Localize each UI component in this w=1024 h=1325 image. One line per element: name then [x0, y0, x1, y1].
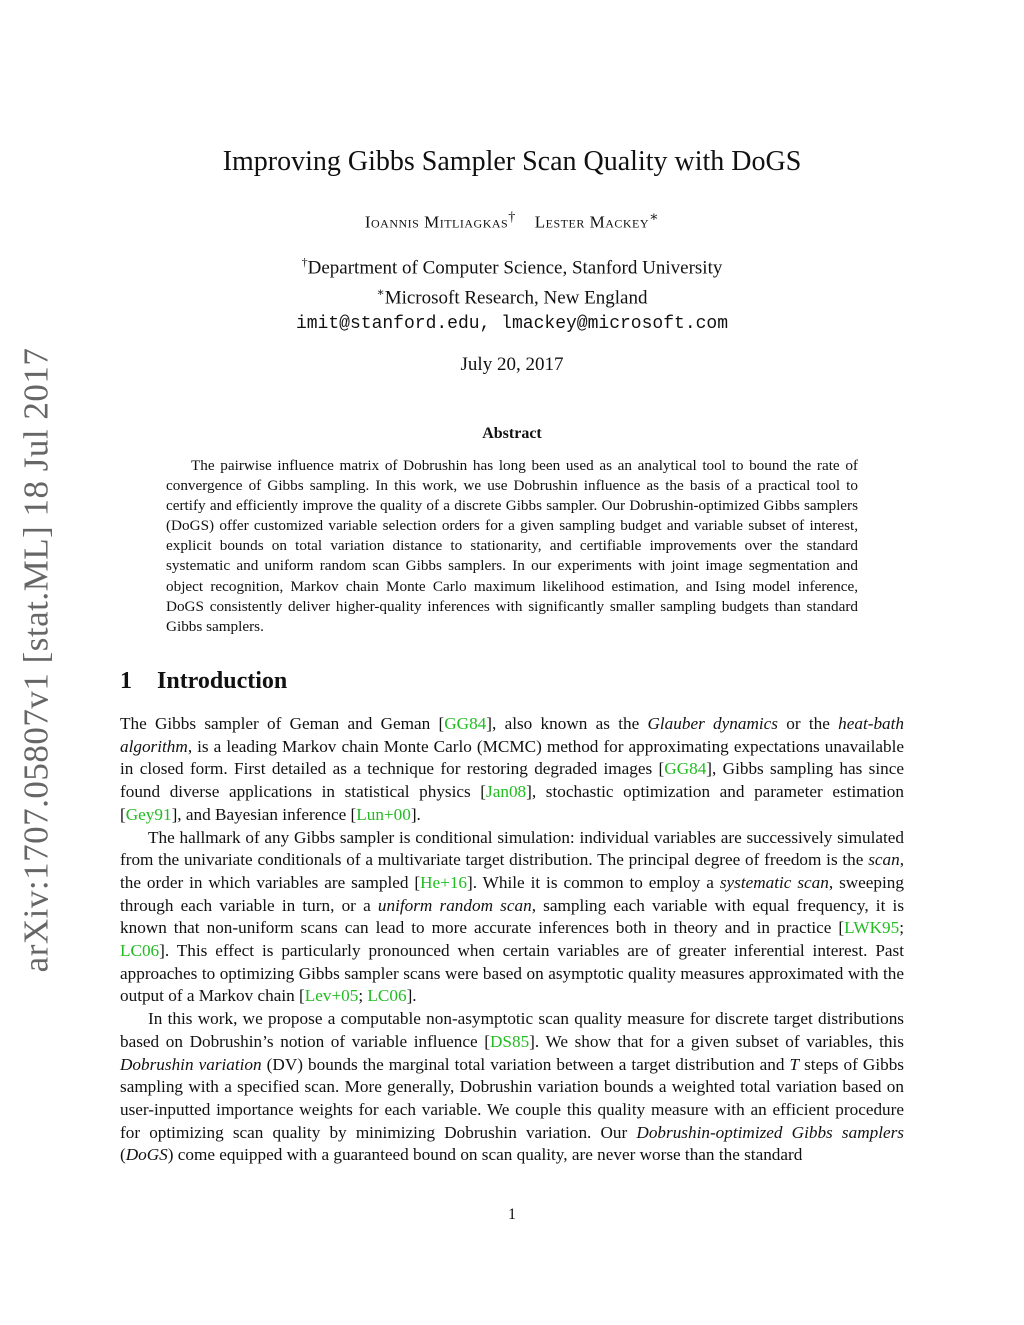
- abstract-heading: Abstract: [482, 425, 542, 442]
- emphasis-text: heat-bath algorithm: [120, 714, 904, 756]
- citation-link[interactable]: LWK95: [844, 918, 900, 938]
- affiliations: [0, 250, 1024, 311]
- affiliation-mark: ∗: [376, 285, 385, 300]
- citation-link[interactable]: LC06: [367, 986, 407, 1006]
- arxiv-stamp: [14, 347, 58, 973]
- paragraph-text: In this work, we propose a computable non-asymptotic scan quality measure for discrete target distributions based on Dobrushin’s notion of variable influence [: [120, 1009, 904, 1051]
- body-paragraph: [120, 713, 904, 827]
- body-paragraph: [120, 827, 904, 1009]
- author-name: Ioannis Mitliagkas: [364, 212, 509, 232]
- citation-link[interactable]: LC06: [120, 941, 160, 961]
- emphasis-text: T: [789, 1054, 800, 1074]
- emphasis-text: Glauber dynamics: [647, 714, 778, 733]
- paragraph-text: ].: [410, 804, 421, 824]
- paragraph-text: The Gibbs sampler of Geman and Geman [: [120, 714, 445, 733]
- emphasis-text: Dobrushin-optimized Gibbs samplers: [636, 1122, 904, 1142]
- author-mark: †: [508, 209, 516, 225]
- citation-link[interactable]: Lun+00: [356, 804, 411, 824]
- page-number: 1: [508, 1206, 516, 1223]
- citation-link[interactable]: DS85: [490, 1031, 530, 1051]
- abstract-text: The pairwise influence matrix of Dobrushin has long been used as an analytical tool to bound the rate of convergence of Gibbs sampling. In this work, we use Dobrushin influence as the basis of a practical tool to certify and efficiently improve the quality of a discrete Gibbs sampler. Our Dobrushin-optimized Gibbs samplers (DoGS) offer customized variable selection orders for a given sampling budget and variable subset of interest, explicit bounds on total variation distance to stationarity, and certifiable improvements over the standard systematic and uniform random scan Gibbs samplers. In our experiments with joint image segmentation and object recognition, Markov chain Monte Carlo maximum likelihood estimation, and Ising model inference, DoGS consistently deliver higher-quality inferences with significantly smaller sampling budgets than standard Gibbs samplers.: [166, 457, 858, 635]
- paragraph-text: The hallmark of any Gibbs sampler is conditional simulation: individual variables are successively simulated from the univariate conditionals of a multivariate target distribution. The principal degree of freedom is the: [120, 827, 904, 870]
- paragraph-text: ].: [406, 986, 417, 1006]
- citation-link[interactable]: Jan08: [486, 782, 527, 802]
- paragraph-text: ], also known as the: [486, 714, 648, 733]
- paragraph-text: ], stochastic optimization and parameter estimation [: [120, 782, 904, 824]
- affiliation-line: [0, 250, 1024, 280]
- affiliation-text: Department of Computer Science, Stanford University: [307, 257, 723, 279]
- citation-link[interactable]: GG84: [664, 759, 707, 779]
- paragraph-text: ) come equipped with a guaranteed bound on scan quality, are never worse than the standard: [167, 1145, 803, 1165]
- paper-title: Improving Gibbs Sampler Scan Quality with DoGS: [222, 146, 802, 177]
- paragraph-text: (: [120, 1145, 126, 1165]
- arxiv-stamp-text: arXiv:1707.05807v1 [stat.ML] 18 Jul 2017: [16, 347, 55, 973]
- paragraph-text: , the order in which variables are sampled [: [120, 850, 904, 892]
- emphasis-text: systematic scan: [719, 872, 829, 892]
- paragraph-text: (DV) bounds the marginal total variation between a target distribution and: [261, 1054, 790, 1074]
- paragraph-text: ;: [899, 918, 904, 938]
- paragraph-text: ]. While it is common to employ a: [467, 872, 720, 892]
- author-emails: imit@stanford.edu, lmackey@microsoft.com: [295, 314, 729, 334]
- body-paragraph: [120, 1008, 904, 1167]
- paragraph-text: ]. This effect is particularly pronounced when certain variables are of greater inferential interest. Past approaches to optimizing Gibbs sampler scans were based on asymptotic quality measures approximated with the output of a Markov chain [: [120, 941, 904, 1006]
- affiliation-mark: †: [301, 255, 308, 269]
- emphasis-text: DoGS: [125, 1145, 168, 1165]
- author-name: Lester Mackey: [534, 212, 650, 232]
- section-title: Introduction: [157, 668, 288, 694]
- emphasis-text: Dobrushin variation: [120, 1054, 262, 1074]
- paragraph-text: , is a leading Markov chain Monte Carlo (MCMC) method for approximating expectations unavailable in closed form. First detailed as a technique for restoring degraded images [: [120, 736, 904, 779]
- paragraph-text: ], Gibbs sampling has since found diverse applications in statistical physics [: [120, 759, 904, 802]
- paragraph-text: ;: [358, 986, 368, 1006]
- affiliation-line: [0, 280, 1024, 310]
- paragraph-text: steps of Gibbs sampling with a specified scan. More generally, Dobrushin variation bounds a weighted total variation based on user-inputted importance weights for each variable. We couple this quality measure with an efficient procedure for optimizing scan quality by minimizing Dobrushin variation. Our: [120, 1054, 904, 1142]
- paragraph-text: ], and Bayesian inference [: [171, 804, 357, 824]
- emphasis-text: uniform random scan: [377, 895, 532, 915]
- citation-link[interactable]: Lev+05: [304, 986, 359, 1006]
- emphasis-text: scan: [868, 850, 900, 870]
- author-list: [0, 209, 1024, 233]
- citation-link[interactable]: GG84: [444, 714, 487, 733]
- paragraph-text: ]. We show that for a given subset of variables, this: [529, 1031, 904, 1051]
- paragraph-text: , sweeping through each variable in turn, or a: [120, 872, 904, 915]
- paragraph-text: or the: [777, 714, 839, 733]
- section-heading: [120, 668, 287, 695]
- affiliation-text: Microsoft Research, New England: [384, 287, 648, 309]
- paragraph-text: , sampling each variable with equal frequency, it is known that non-uniform scans can lead to more accurate inferences both in theory and in practice [: [120, 895, 905, 938]
- author-mark: ∗: [649, 209, 660, 225]
- publication-date: July 20, 2017: [460, 354, 564, 375]
- citation-link[interactable]: He+16: [420, 872, 468, 892]
- citation-link[interactable]: Gey91: [125, 804, 172, 824]
- section-number: 1: [120, 668, 132, 694]
- section-body: [120, 713, 904, 1167]
